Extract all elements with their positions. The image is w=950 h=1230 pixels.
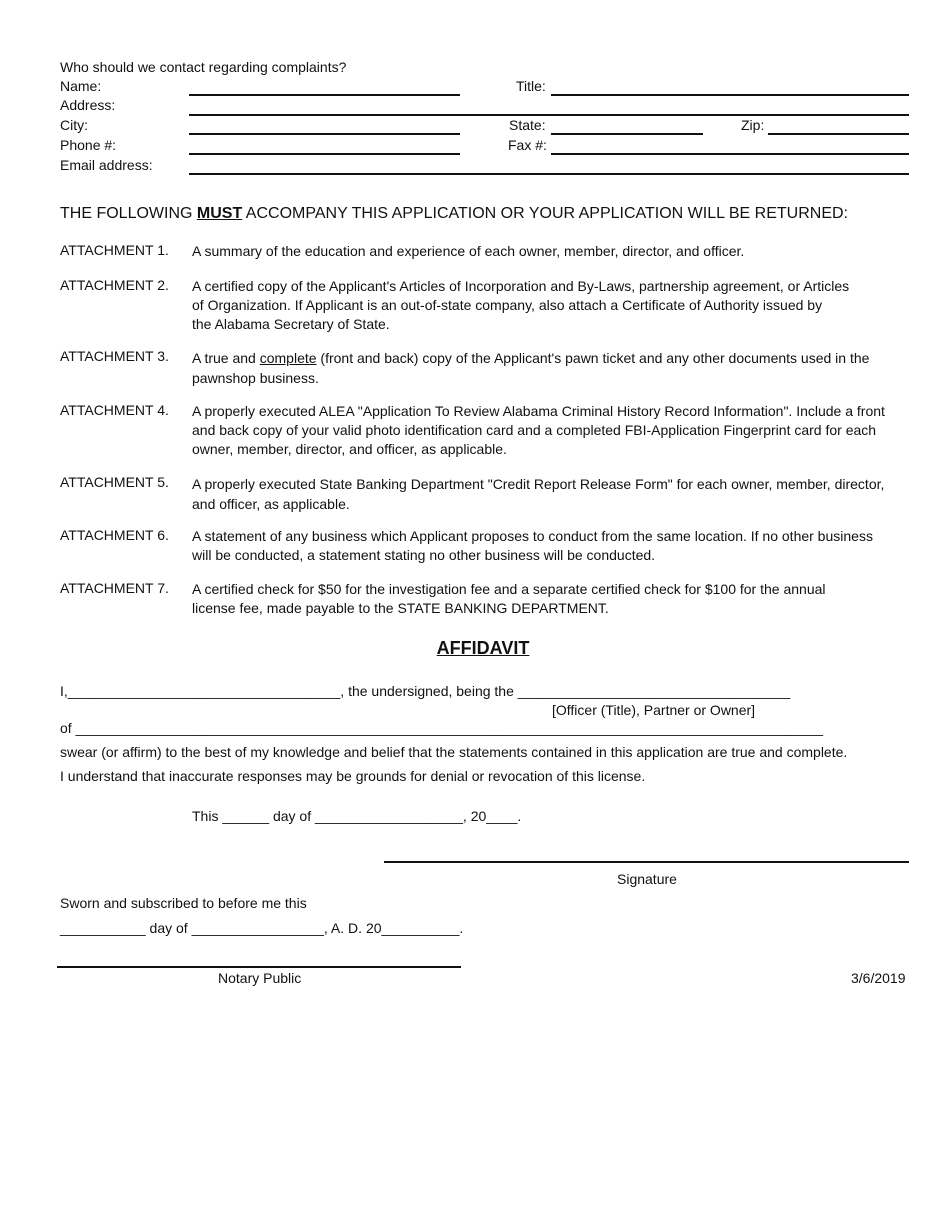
- attachment-4-label: ATTACHMENT 4.: [60, 402, 169, 418]
- name-field[interactable]: [189, 94, 460, 96]
- attachment-4-text: [192, 402, 885, 459]
- form-date: 3/6/2019: [851, 970, 906, 986]
- signature-line[interactable]: [384, 861, 909, 863]
- attachment-line: A certified check for $50 for the investigation fee and a separate certified check for $100 for the annual: [192, 581, 826, 597]
- affidavit-date-line: This ______ day of ___________________, 20____.: [192, 808, 522, 824]
- attachment-line: [192, 348, 869, 368]
- heading-post: ACCOMPANY THIS APPLICATION OR YOUR APPLICATION WILL BE RETURNED:: [242, 205, 848, 222]
- attachment-line: pawnshop business.: [192, 370, 319, 386]
- attachment-5-text: [192, 474, 884, 514]
- attachment-line: A certified copy of the Applicant's Articles of Incorporation and By-Laws, partnership agreement, or Articles: [192, 278, 850, 294]
- attachment-line: will be conducted, a statement stating no other business will be conducted.: [192, 547, 656, 563]
- affidavit-understand: I understand that inaccurate responses may be grounds for denial or revocation of this license.: [60, 768, 646, 784]
- sworn-text: Sworn and subscribed to before me this: [60, 895, 307, 911]
- attachment-line: and officer, as applicable.: [192, 496, 350, 512]
- notary-line[interactable]: [57, 966, 461, 968]
- title-label: Title:: [516, 78, 546, 94]
- affidavit-title: AFFIDAVIT: [436, 638, 530, 658]
- affidavit-of-line: of ________________________________________________________________________________________________: [60, 720, 824, 736]
- heading-pre: THE FOLLOWING: [60, 205, 197, 222]
- attachment-line: A properly executed ALEA "Application To Review Alabama Criminal History Record Information". Include a front: [192, 403, 885, 419]
- attachment-1-text: [192, 242, 744, 261]
- fax-label: Fax #:: [508, 137, 547, 153]
- state-label: State:: [509, 117, 546, 133]
- zip-label: Zip:: [741, 117, 765, 133]
- attachment-6-label: ATTACHMENT 6.: [60, 527, 169, 543]
- signature-label: Signature: [617, 871, 677, 887]
- attachment-3-post: (front and back) copy of the Applicant's pawn ticket and any other documents used in the: [316, 350, 870, 366]
- affidavit-swear: swear (or affirm) to the best of my knowledge and belief that the statements contained in this application are true and complete.: [60, 744, 848, 760]
- attachment-1-label: ATTACHMENT 1.: [60, 242, 169, 258]
- affidavit-line-1: I,___________________________________, the undersigned, being the ___________________________________: [60, 683, 791, 699]
- zip-field[interactable]: [768, 133, 909, 135]
- address-label: Address:: [60, 97, 116, 113]
- attachment-3-label: ATTACHMENT 3.: [60, 348, 169, 364]
- attachment-7-label: ATTACHMENT 7.: [60, 580, 169, 596]
- city-label: City:: [60, 117, 88, 133]
- attachment-6-text: [192, 527, 873, 565]
- fax-field[interactable]: [551, 153, 909, 155]
- email-label: Email address:: [60, 157, 153, 173]
- address-field[interactable]: [189, 114, 909, 116]
- attachment-line: license fee, made payable to the STATE BANKING DEPARTMENT.: [192, 600, 609, 616]
- attachment-5-label: ATTACHMENT 5.: [60, 474, 169, 490]
- name-label: Name:: [60, 78, 102, 94]
- sworn-date-line: ___________ day of _________________, A. D. 20__________.: [60, 920, 464, 936]
- title-field[interactable]: [551, 94, 909, 96]
- attachment-line: A properly executed State Banking Department "Credit Report Release Form" for each owner, member, director,: [192, 476, 885, 492]
- contact-question: Who should we contact regarding complaints?: [60, 59, 347, 75]
- attachment-3-text: [192, 348, 869, 388]
- state-field[interactable]: [551, 133, 703, 135]
- notary-label: Notary Public: [218, 970, 302, 986]
- role-caption: [Officer (Title), Partner or Owner]: [552, 702, 756, 718]
- requirements-heading: [60, 205, 848, 223]
- attachment-line: A statement of any business which Applicant proposes to conduct from the same location. If no other business: [192, 528, 873, 544]
- attachment-line: the Alabama Secretary of State.: [192, 316, 390, 332]
- attachment-3-pre: A true and: [192, 350, 260, 366]
- attachment-line: and back copy of your valid photo identification card and a completed FBI-Application Fingerprint card for each: [192, 422, 877, 438]
- attachment-2-text: [192, 277, 849, 334]
- attachment-7-text: [192, 580, 826, 618]
- email-field[interactable]: [189, 173, 909, 175]
- attachment-3-underlined: complete: [259, 350, 317, 366]
- attachment-line: A summary of the education and experience of each owner, member, director, and officer.: [192, 243, 745, 259]
- phone-label: Phone #:: [60, 137, 117, 153]
- attachment-2-label: ATTACHMENT 2.: [60, 277, 169, 293]
- attachment-line: of Organization. If Applicant is an out-of-state company, also attach a Certificate of Authority issued by: [192, 297, 823, 313]
- attachment-line: owner, member, director, and officer, as applicable.: [192, 441, 507, 457]
- city-field[interactable]: [189, 133, 460, 135]
- heading-must: MUST: [196, 205, 243, 222]
- phone-field[interactable]: [189, 153, 460, 155]
